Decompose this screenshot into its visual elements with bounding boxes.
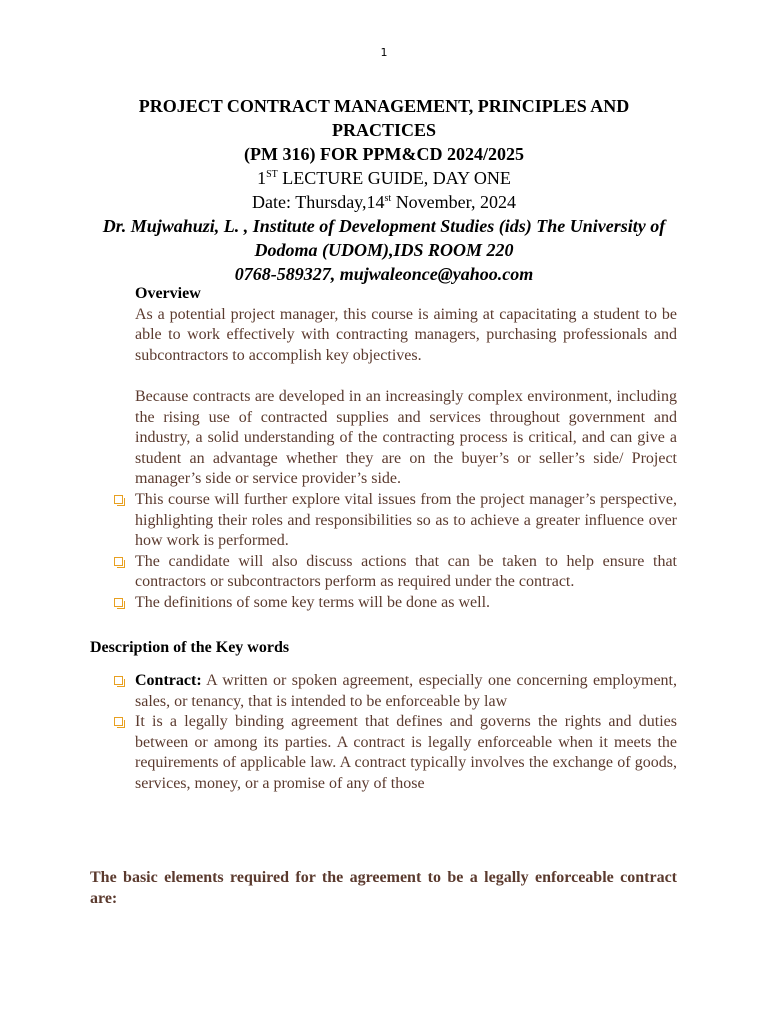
list-item [135, 552, 677, 593]
lecture-text: LECTURE GUIDE, DAY ONE [277, 168, 511, 188]
keywords-bullet-list [135, 671, 677, 795]
bullet-square-icon [114, 676, 123, 685]
overview-bullet-list [135, 490, 677, 614]
date-prefix: Date: Thursday,14 [252, 192, 385, 212]
list-item [135, 712, 677, 794]
date-superscript: st [384, 193, 392, 204]
bullet-square-icon [114, 557, 123, 566]
course-title: PROJECT CONTRACT MANAGEMENT, PRINCIPLES AND PRACTICES [138, 96, 630, 140]
bullet-square-icon [114, 495, 123, 504]
title-block [90, 94, 678, 286]
contact-line: 0768-589327, mujwaleonce@yahoo.com [234, 264, 534, 284]
lecture-line [90, 166, 678, 190]
contract-definition: A written or spoken agreement, especially one concerning employment, sales, or tenancy, that is intended to be enforceable by law [135, 672, 677, 710]
bullet-text: The candidate will also discuss actions that can be taken to help ensure that contractors or subcontractors perform as required under the contract. [135, 552, 677, 591]
keywords-section [135, 671, 677, 795]
list-item [135, 671, 677, 712]
date-line [90, 190, 678, 214]
course-code: (PM 316) FOR PPM&CD 2024/2025 [244, 144, 524, 164]
basic-elements-heading: The basic elements required for the agreement to be a legally enforceable contract are: [90, 869, 677, 907]
keywords-heading: Description of the Key words [90, 639, 290, 656]
list-item [135, 490, 677, 552]
page-number: 1 [380, 46, 388, 59]
bullet-text: The definitions of some key terms will be done as well. [135, 593, 491, 611]
bullet-text: It is a legally binding agreement that defines and governs the rights and duties between or among its parties. A contract is legally enforceable when it meets the requirements of applicable law. A contract typically involves the exchange of goods, services, money, or a promise of any of those [135, 713, 677, 792]
bullet-square-icon [114, 717, 123, 726]
bullet-square-icon [114, 598, 123, 607]
lecture-number: 1 [257, 168, 267, 188]
bullet-text: This course will further explore vital issues from the project manager’s perspective, highlighting their roles and responsibilities so as to achieve a greater influence over how work is performed. [135, 490, 677, 550]
list-item [135, 593, 677, 614]
lecture-superscript: ST [266, 169, 278, 180]
author-line: Dr. Mujwahuzi, L. , Institute of Development Studies (ids) The University of Dodoma (UDOM),IDS ROOM 220 [102, 216, 666, 260]
overview-paragraph-1: As a potential project manager, this course is aiming at capacitating a student to be able to work effectively with contracting managers, purchasing professionals and subcontractors to accomplish key objectives. [135, 305, 677, 364]
contract-term: Contract: [135, 672, 202, 689]
overview-section [135, 284, 677, 614]
overview-paragraph-2: Because contracts are developed in an increasingly complex environment, including the rising use of contracted supplies and services throughout government and industry, a solid understanding of the contracting process is critical, and can give a student an advantage whether they are on the buyer’s or seller’s side/ Project manager’s side or service provider’s side. [135, 387, 677, 488]
date-rest: November, 2024 [391, 192, 516, 212]
overview-heading: Overview [135, 285, 201, 302]
